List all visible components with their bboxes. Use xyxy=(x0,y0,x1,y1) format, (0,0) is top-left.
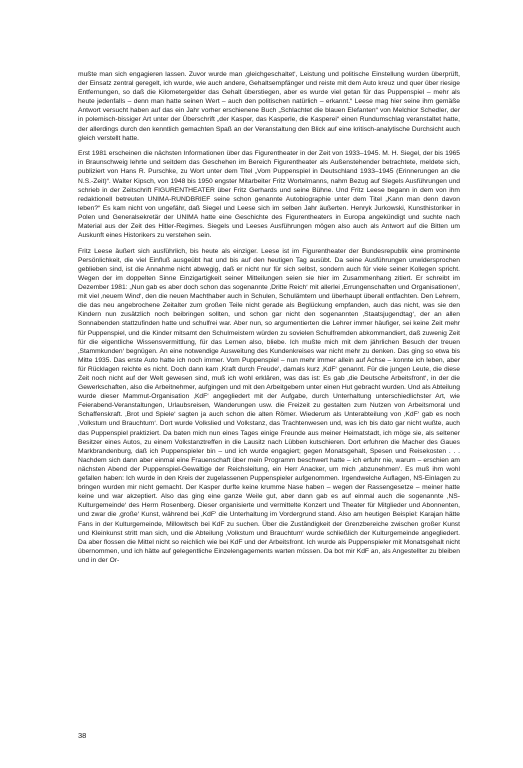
paragraph-2: Erst 1981 erscheinen die nächsten Informationen über das Figurentheater in der Zeit von 1933–1945. M. H. Siegel, der bis 1965 in Braunschweig lehrte und seitdem das Geschehen im Bereich Figurentheater als Außenstehender betrachtete, meldete sich, publiziert von Hans R. Purschke, zu Wort unter dem Titel „Vom Puppenspiel in Deutschland 1933–1945 (Erinnerungen an die N.S.-Zeit)“. Walter Kipsch, von 1948 bis 1950 engster Mitarbeiter Fritz Wortelmanns, nahm Bezug auf Siegels Ausführungen und schrieb in der Zeitschrift FIGURENTHEATER über Fritz Gerhards und seine Bühne. Und Fritz Leese begann in dem von ihm redaktionell betreuten UNIMA-RUNDBRIEF seine schon genannte Autobiographie unter dem Titel „Kann man denn davon leben?“ Es kam nicht von ungefähr, daß Siegel und Leese sich im selben Jahr äußerten. Henryk Jurkowski, Kunsthistoriker in Polen und Generalsekretär der UNIMA hatte eine Geschichte des Figurentheaters in Europa angekündigt und suchte nach Material aus der Zeit des Hitler-Regimes. Siegels und Leeses Ausführungen mögen also auch als Antwort auf die Bitten um Auskunft eines Historikers zu verstehen sein. xyxy=(78,150,460,240)
paragraph-1: mußte man sich engagieren lassen. Zuvor wurde man ‚gleichgeschaltet‘, Leistung und politische Einstellung wurden überprüft, der Einsatz zentral geregelt, ich wurde, wie auch andere, Gehaltsempfänger und reiste mit dem Auto kreuz und quer über riesige Entfernungen, so daß die Kilometergelder das Gehalt überstiegen, aber es wurde viel getan für das Puppenspiel – mehr als heute jedenfalls – denn man hatte seinen Wert – auch den politischen natürlich – erkannt.“ Leese mag hier seine ihm gemäße Antwort versucht haben auf das ein Jahr vorher erschienene Buch „Schlachtet die blauen Elefanten“ von Melchior Schedler, der in polemisch-bissiger Art unter der Überschrift „der Kasper, das Kasperle, die Kasperei“ einen Rundumschlag veranstaltet hatte, der allerdings durch den kenntlich gemachten Spaß an der Veranstaltung den Blick auf eine kritisch-analytische Durchsicht auch gleich verstellt hatte. xyxy=(78,71,460,142)
page-number: 38 xyxy=(78,731,87,740)
body-text-column xyxy=(78,70,460,571)
paragraph-3: Fritz Leese äußert sich ausführlich, bis heute als einziger. Leese ist im Figurentheater der Bundesrepublik eine prominente Persönlichkeit, die viel Einfluß ausgeübt hat und bis auf den heutigen Tag ausübt. Da seine Ausführungen unwidersprochen geblieben sind, ist die Annahme nicht abwegig, daß er nicht nur für sich selbst, sondern auch für viele seiner Kollegen spricht. Wegen der im doppelten Sinne Einzigartigkeit seiner Mitteilungen seien sie hier im Zusammenhang zitiert. Er schreibt im Dezember 1981: „Nun gab es aber doch schon das sogenannte ‚Dritte Reich‘ mit allerlei ‚Errungenschaften und Organisationen‘, mit viel ‚neuem Wind‘, den die neuen Machthaber auch in Schulen, Schulämtern und überhaupt überall entfachten. Den Lehrern, die das neu angebrochene Zeitalter zum großen Teile nicht gerade als Beglückung empfanden, auch das nicht, was sie den Kindern nun zusätzlich noch beibringen sollten, und schon gar nicht den sogenannten ‚Staatsjugendtag‘, der an allen Sonnabenden stattzufinden hatte und schulfrei war. Aber nun, so argumentierten die Lehrer immer häufiger, sei keine Zeit mehr für Puppenspiel, und die Kinder mitsamt den Schulmeistern würden zu sovielen Schulfremden abkommandiert, daß zuwenig Zeit für die eigentliche Wissensvermittlung, für das Lernen also, bliebe. Ich mußte mich mit dem jährlichen Besuch der treuen ‚Stammkunden‘ begnügen. An eine notwendige Ausweitung des Kundenkreises war nicht mehr zu denken. Das ging so etwa bis Mitte 1935. Das erste Auto hatte ich noch immer. Vom Puppenspiel – nun mehr immer allein auf Achse – konnte ich leben, aber für Rücklagen reichte es nicht. Doch dann kam ‚Kraft durch Freude‘, damals kurz ‚KdF‘ genannt. Für die jungen Leute, die diese Zeit noch nicht auf der Welt gewesen sind, muß ich wohl erklären, was das ist: Es gab ‚die Deutsche Arbeitsfront‘, in der die Gewerkschaften, also die Arbeitnehmer, aufgingen und mit den Arbeitgebern unter einen Hut gebracht wurden. Und als Abteilung wurde dieser Mammut-Organisation ‚KdF‘ angegliedert mit der Aufgabe, durch Unterhaltung unterschiedlichster Art, wie Feierabend-Veranstaltungen, Urlaubsreisen, Wanderungen usw. die Freizeit zu gestalten zum Nutzen von Arbeitsmoral und Schaffenskraft. ‚Brot und Spiele‘ sagten ja auch schon die alten Römer. Wiederum als Unterabteilung von ‚KdF‘ gab es noch ‚Volkstum und Brauchtum‘. Dort wurde Volkslied und Volkstanz, das Trachtenwesen und, was ich bis dato gar nicht wußte, auch das Puppenspiel praktiziert. Da baten mich nun eines Tages einige Freunde aus meiner Heimatstadt, ich möge sie, als seltener Besitzer eines Autos, zu einem Volkstanztreffen in die Lausitz nach Lübben kutschieren. Dort erfuhren die Macher des Gaues Markbrandenburg, daß ich Puppenspieler bin – und ich wurde engagiert; gegen Monatsgehalt, Spesen und Reisekosten . . . Nachdem sich dann aber einmal eine Frauenschaft über mein Programm beschwert hatte – ich erfuhr nie, warum – erschien am nächsten Abend der Puppenspiel-Gewaltige der Reichsleitung, ein Herr Anacker, um mich ‚abzunehmen‘. Es muß ihm wohl gefallen haben: Ich wurde in den Kreis der zugelassenen Puppenspieler aufgenommen. Irgendwelche Auflagen, NS-Einlagen zu bringen wurden mir nicht gemacht. Der Kasper durfte keine krumme Nase haben – wegen der Rassengesetze – meiner hatte keine und war akzeptiert. Also das ging eine ganze Weile gut, aber dann gab es auf einmal auch die sogenannte ‚NS-Kulturgemeinde‘ des Herrn Rosenberg. Dieser organisierte und vermittelte Konzert und Theater für Mitglieder und Abonnenten, und zwar die ‚große‘ Kunst, während bei ‚KdF‘ die Unterhaltung im Vordergrund stand. Also am heutigen Beispiel: Karajan hätte Fans in der Kulturgemeinde, Millowitsch bei KdF zu suchen. Über die Zuständigkeit der Grenzbereiche zwischen großer Kunst und Kleinkunst stritt man sich, und die Abteilung ‚Volkstum und Brauchtum‘ wurde schließlich der Kulturgemeinde angegliedert. Da aber flossen die Mittel nicht so reichlich wie bei KdF und der Arbeitsfront. Ich wurde als Puppenspieler mit Monatsgehalt nicht übernommen, und ich hätte auf gelegentliche Einzelengagements warten müssen. Da bot mir KdF an, als Angestellter zu bleiben und in der Or- xyxy=(78,247,460,564)
